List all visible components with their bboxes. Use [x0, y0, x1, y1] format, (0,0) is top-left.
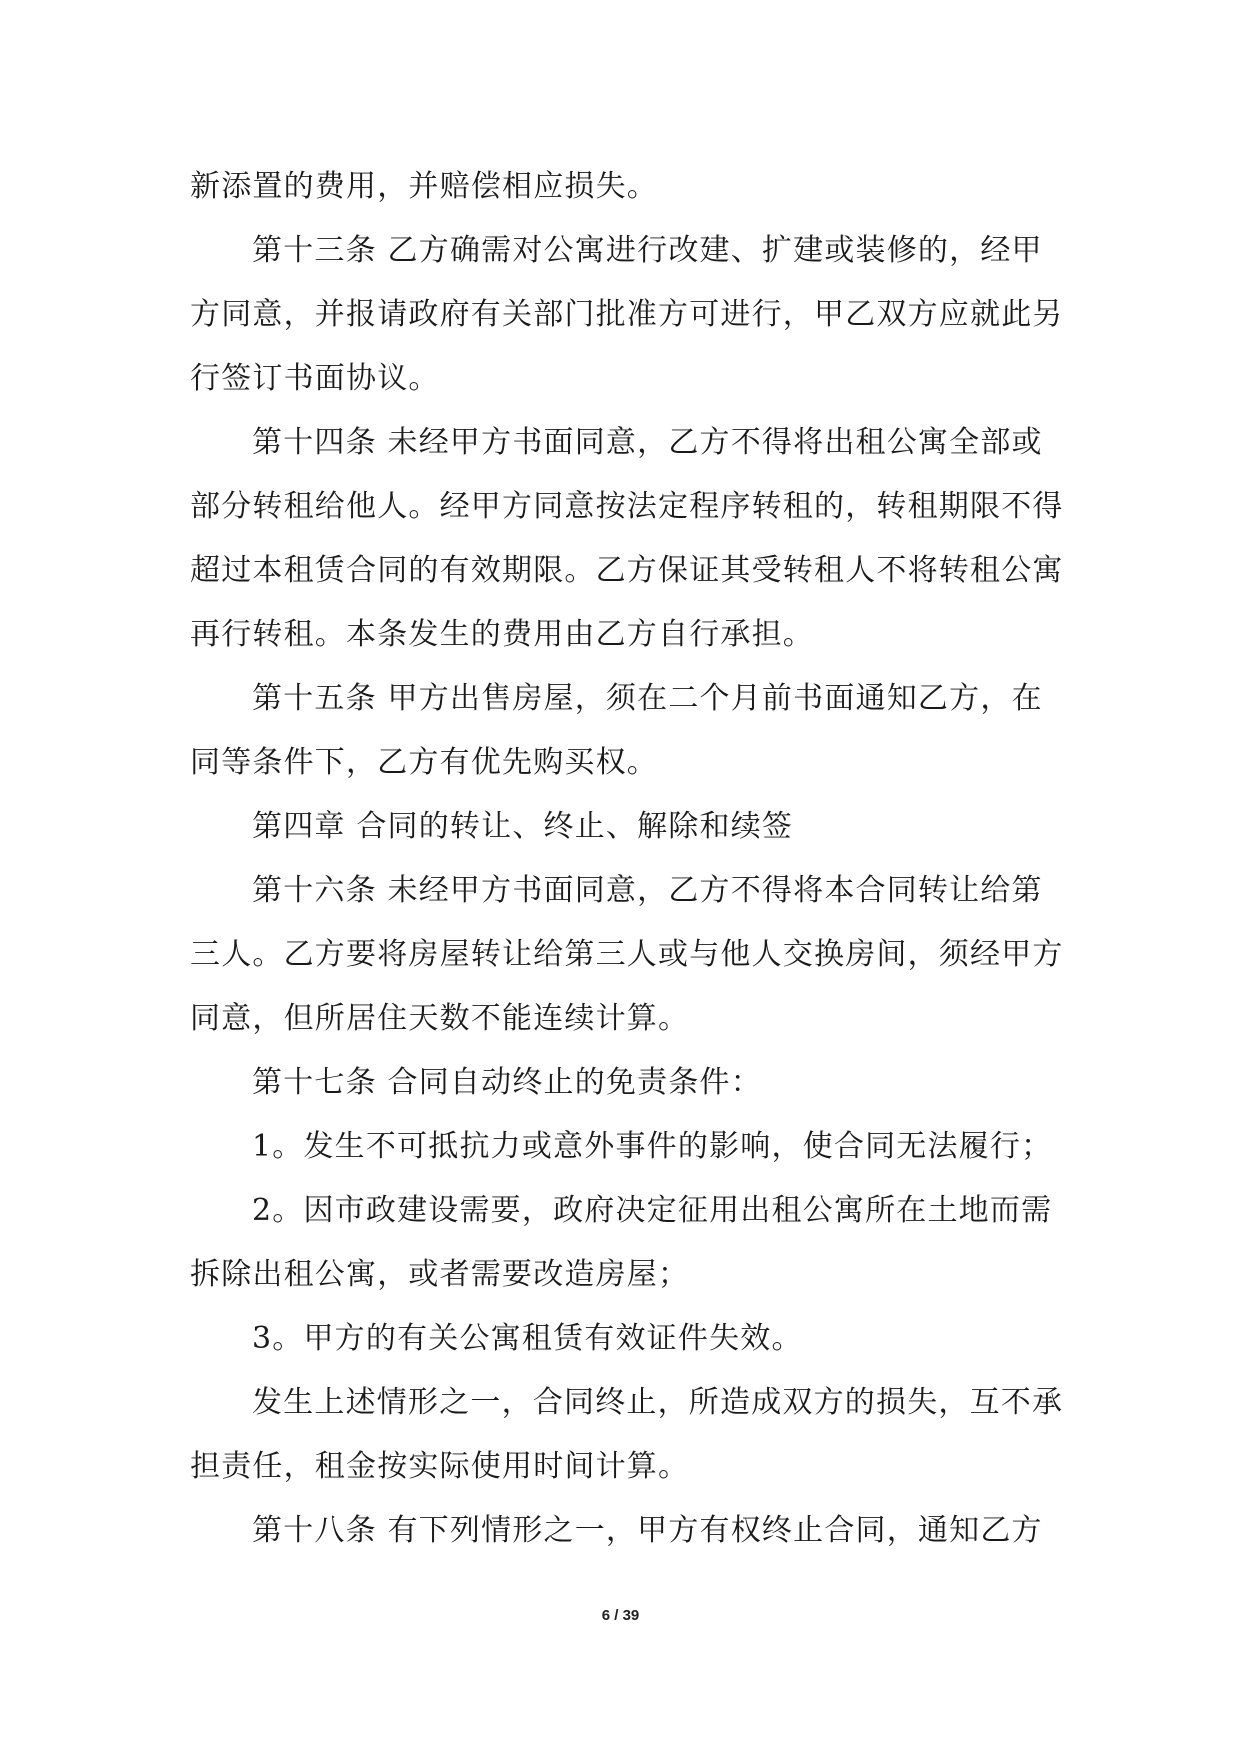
text-line: 方同意，并报请政府有关部门批准方可进行，甲乙双方应就此另 — [190, 297, 1064, 332]
text-line: 第十四条 未经甲方书面同意，乙方不得将出租公寓全部或 — [252, 425, 1043, 460]
text-line: 超过本租赁合同的有效期限。乙方保证其受转租人不将转租公寓 — [190, 553, 1064, 588]
text-line: 发生上述情形之一，合同终止，所造成双方的损失，互不承 — [252, 1385, 1064, 1420]
text-line: 第十三条 乙方确需对公寓进行改建、扩建或装修的，经甲 — [252, 233, 1043, 268]
text-line: 3。甲方的有关公寓租赁有效证件失效。 — [252, 1321, 803, 1356]
text-line: 三人。乙方要将房屋转让给第三人或与他人交换房间，须经甲方 — [190, 937, 1064, 972]
text-line: 同等条件下，乙方有优先购买权。 — [190, 745, 658, 780]
text-line: 再行转租。本条发生的费用由乙方自行承担。 — [190, 617, 814, 652]
document-body — [190, 155, 1064, 1563]
text-line: 同意，但所居住天数不能连续计算。 — [190, 1001, 690, 1036]
text-line: 2。因市政建设需要，政府决定征用出租公寓所在土地而需 — [252, 1193, 1053, 1228]
text-line: 新添置的费用，并赔偿相应损失。 — [190, 169, 658, 204]
text-line: 第四章 合同的转让、终止、解除和续签 — [252, 809, 794, 844]
text-line: 第十八条 有下列情形之一，甲方有权终止合同，通知乙方 — [252, 1513, 1043, 1548]
text-line: 部分转租给他人。经甲方同意按法定程序转租的，转租期限不得 — [190, 489, 1064, 524]
page-number: 6 / 39 — [601, 1607, 640, 1624]
text-line: 拆除出租公寓，或者需要改造房屋； — [190, 1257, 690, 1292]
text-line: 1。发生不可抵抗力或意外事件的影响，使合同无法履行； — [252, 1129, 1053, 1164]
text-line: 行签订书面协议。 — [190, 361, 440, 396]
text-line: 第十六条 未经甲方书面同意，乙方不得将本合同转让给第 — [252, 873, 1043, 908]
text-line: 第十五条 甲方出售房屋，须在二个月前书面通知乙方，在 — [252, 681, 1043, 716]
text-line: 担责任，租金按实际使用时间计算。 — [190, 1449, 690, 1484]
text-line: 第十七条 合同自动终止的免责条件： — [252, 1065, 762, 1100]
